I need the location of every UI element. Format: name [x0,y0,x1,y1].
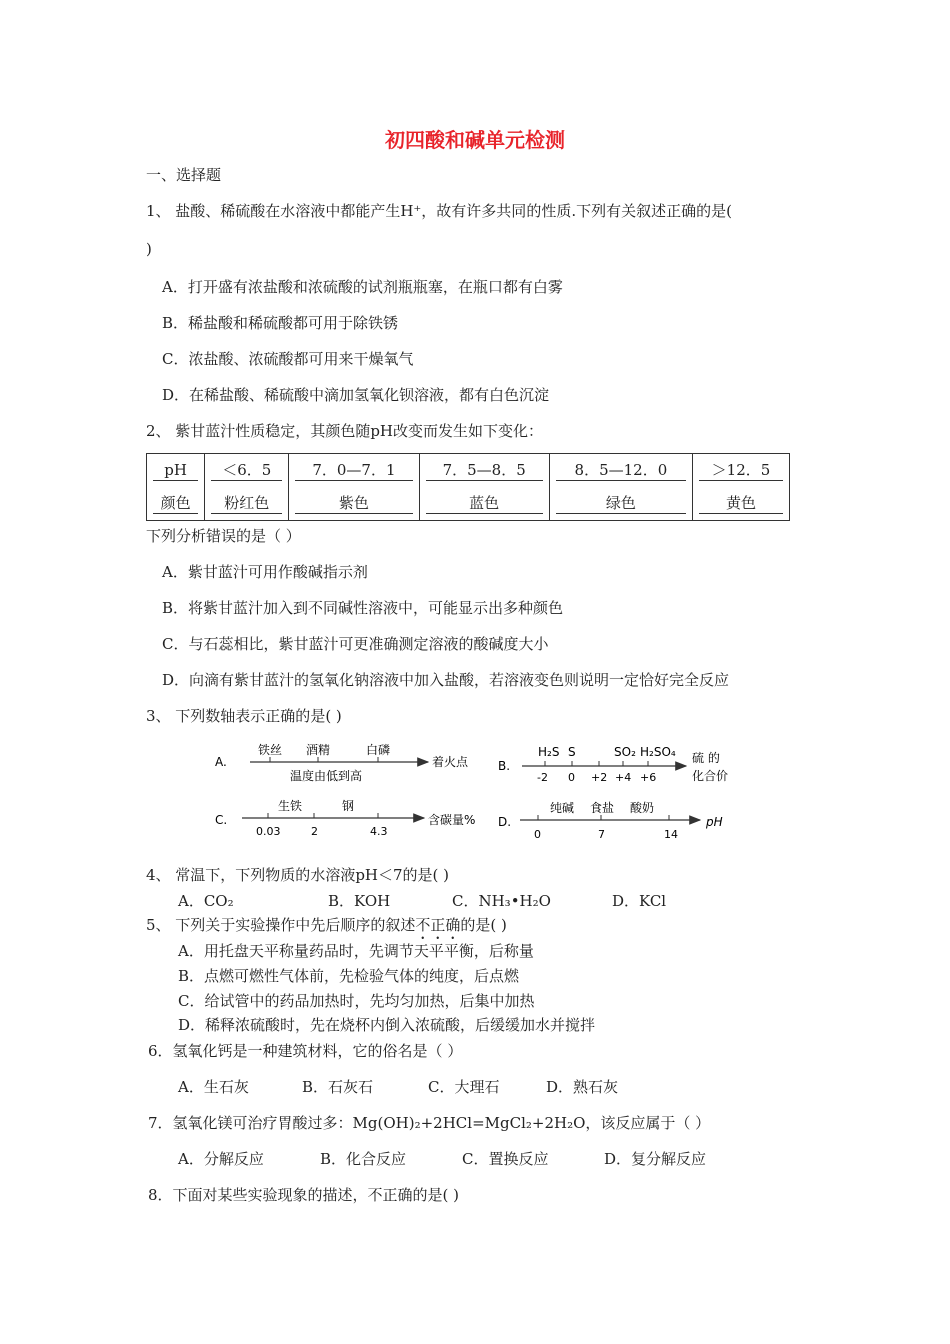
q7-option-c: C．置换反应 [462,1150,549,1168]
q4-stem: 4、 常温下，下列物质的水溶液pH＜7的是( ) [146,866,450,884]
axis-d-letter: D. [498,815,512,829]
table-cell: 8．5—12．0 [549,454,692,488]
q4-option-c: C．NH₃•H₂O [452,892,551,910]
axis-b-label: S [568,745,576,759]
axis-c-label: 生铁 [278,799,303,813]
q5-option-a: A．用托盘天平称量药品时，先调节天平平衡，后称量 [178,942,534,960]
axis-b-label: H₂SO₄ [640,745,676,759]
q4-option-d: D．KCl [612,892,667,910]
axis-d-label: 酸奶 [630,801,655,815]
q7-option-a: A．分解反应 [178,1150,264,1168]
q6-stem: 6．氢氧化钙是一种建筑材料，它的俗名是（ ） [148,1042,463,1060]
q5-option-c: C．给试管中的药品加热时，先均匀加热，后集中加热 [178,992,535,1010]
axis-b-value: +2 [591,771,608,784]
table-cell: 蓝色 [419,487,549,521]
q2-option-b: B．将紫甘蓝汁加入到不同碱性溶液中，可能显示出多种颜色 [162,599,564,617]
q2-option-a: A．紫甘蓝汁可用作酸碱指示剂 [162,563,368,581]
section-heading: 一、选择题 [146,166,222,184]
q1-stem-cont: ) [146,240,152,258]
axis-a-label: 铁丝 [258,743,283,757]
axis-b-label: SO₂ [614,745,636,759]
table-row [147,487,790,521]
q6-option-b: B．石灰石 [302,1078,374,1096]
axis-a-label: 酒精 [306,743,331,757]
axis-b-value: 0 [568,771,575,784]
axis-d-value: 0 [534,828,541,841]
axis-d-label: 食盐 [590,801,615,815]
q3-stem: 3、 下列数轴表示正确的是( ) [146,707,342,725]
axis-d-value: 14 [664,828,678,841]
table-cell: 7．5—8．5 [419,454,549,488]
table-cell: 粉红色 [205,487,289,521]
q4-option-b: B．KOH [328,892,391,910]
number-line-figure [210,738,750,850]
q5-emphasis: 不正确 [415,916,461,934]
axis-b-value: -2 [537,771,548,784]
table-cell: ＜6．5 [205,454,289,488]
axis-d-end-label: pH [706,815,723,829]
q2-prompt: 下列分析错误的是（ ） [146,527,301,545]
q2-option-c: C．与石蕊相比，紫甘蓝汁可更准确测定溶液的酸碱度大小 [162,635,549,653]
q5-option-d: D．稀释浓硫酸时，先在烧杯内倒入浓硫酸，后缓缓加水并搅拌 [178,1016,596,1034]
q1-option-d: D．在稀盐酸、稀硫酸中滴加氢氧化钡溶液，都有白色沉淀 [162,386,550,404]
axis-b-end-label: 硫 的 [692,751,720,765]
page-title: 初四酸和碱单元检测 [385,128,565,152]
q2-stem: 2、 紫甘蓝汁性质稳定，其颜色随pH改变而发生如下变化： [146,422,543,440]
axis-a-letter: A. [215,755,227,769]
table-row [147,454,790,488]
axis-a-end-label: 着火点 [432,755,469,769]
axis-c-value: 0.03 [256,825,281,838]
axis-b-value: +4 [615,771,632,784]
q6-option-c: C．大理石 [428,1078,500,1096]
axis-b-letter: B. [498,759,511,773]
table-cell: 颜色 [147,487,205,521]
q6-option-d: D．熟石灰 [546,1078,619,1096]
q7-option-b: B．化合反应 [320,1150,407,1168]
axis-b-label: H₂S [538,745,560,759]
axis-a-label: 白磷 [366,743,391,757]
q1-option-c: C．浓盐酸、浓硫酸都可用来干燥氧气 [162,350,414,368]
table-cell: ＞12．5 [692,454,789,488]
axis-c-value: 2 [311,825,318,838]
axis-a-caption: 温度由低到高 [290,769,363,783]
axis-b-value: +6 [640,771,657,784]
q5-option-b: B．点燃可燃性气体前，先检验气体的纯度，后点燃 [178,967,520,985]
q1-stem: 1、 盐酸、稀硫酸在水溶液中都能产生H⁺，故有许多共同的性质.下列有关叙述正确的是( [146,202,732,220]
table-cell: 7．0—7．1 [289,454,419,488]
q1-option-b: B．稀盐酸和稀硫酸都可用于除铁锈 [162,314,399,332]
q6-option-a: A．生石灰 [178,1078,249,1096]
q8-stem: 8．下面对某些实验现象的描述，不正确的是( ) [148,1186,460,1204]
axis-c-end-label: 含碳量% [428,813,476,827]
q7-stem: 7．氢氧化镁可治疗胃酸过多：Mg(OH)₂+2HCl=MgCl₂+2H₂O，该反应属于（ ） [148,1114,711,1132]
q2-option-d: D．向滴有紫甘蓝汁的氢氧化钠溶液中加入盐酸，若溶液变色则说明一定恰好完全反应 [162,671,730,689]
axis-c-label: 钢 [342,799,355,813]
axis-c-letter: C. [215,813,228,827]
q7-option-d: D．复分解反应 [604,1150,707,1168]
table-cell: 紫色 [289,487,419,521]
q1-option-a: A．打开盛有浓盐酸和浓硫酸的试剂瓶瓶塞，在瓶口都有白雾 [162,278,563,296]
axis-b-end-label: 化合价 [692,769,729,783]
ph-color-table [146,453,790,521]
q4-option-a: A．CO₂ [178,892,234,910]
table-cell: pH [147,454,205,488]
axis-d-value: 7 [598,828,605,841]
axis-c-value: 4.3 [370,825,388,838]
table-cell: 绿色 [549,487,692,521]
axis-d-label: 纯碱 [550,801,575,815]
q5-stem: 5、 下列关于实验操作中先后顺序的叙述不正确的是( ) [146,916,507,934]
table-cell: 黄色 [692,487,789,521]
